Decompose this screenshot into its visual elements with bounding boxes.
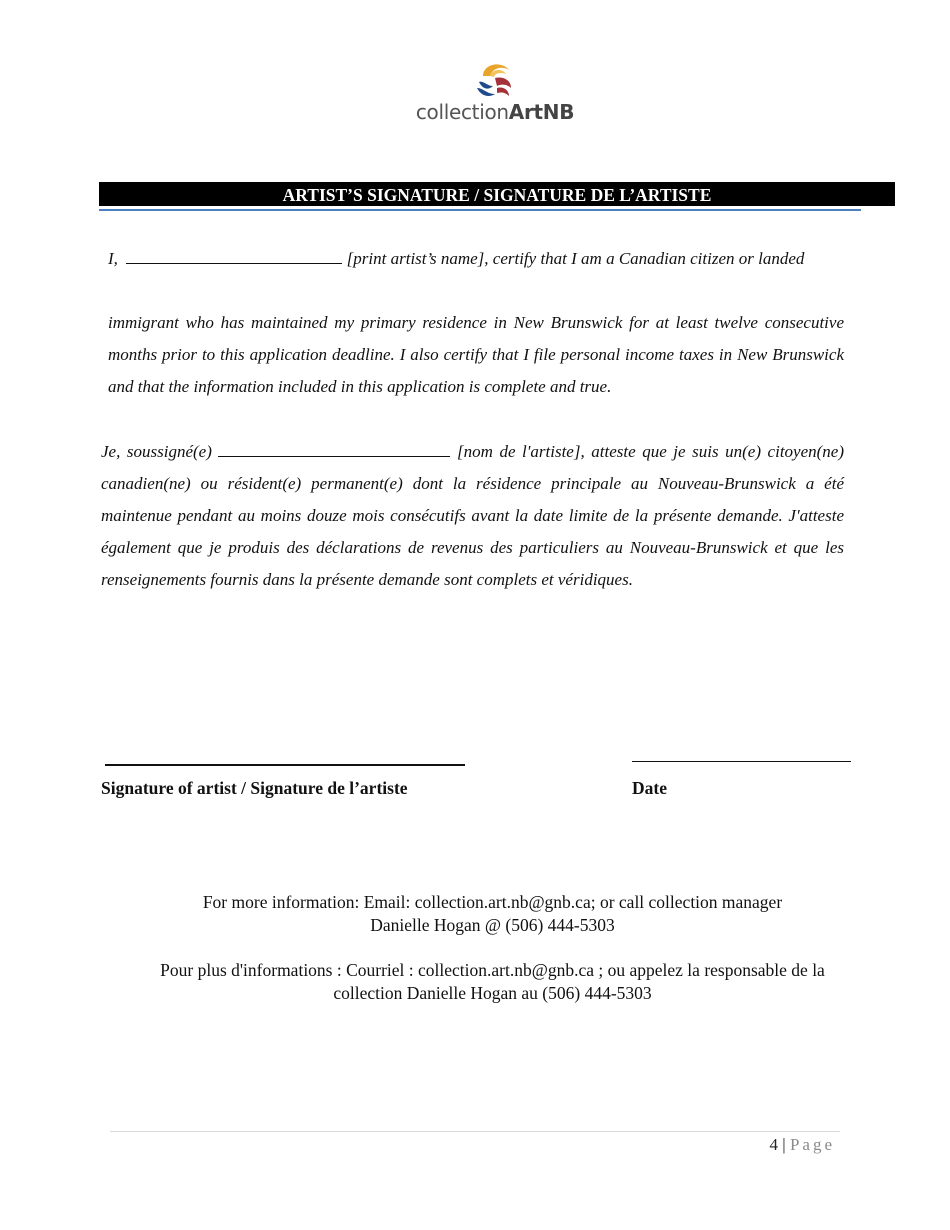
english-first-line [108,243,868,275]
french-certification [101,436,844,596]
collection-artnb-logo-icon [473,58,517,100]
contact-french-line2: collection Danielle Hogan au (506) 444-5303 [333,983,652,1003]
contact-english-line2: Danielle Hogan @ (506) 444-5303 [370,915,615,935]
title-underline [99,209,861,211]
contact-french [100,959,885,1005]
contact-english-line1: For more information: Email: collection.art.nb@gnb.ca; or call collection manager [202,892,783,912]
english-line1-rest: [print artist’s name], certify that I am a Canadian citizen or landed [342,249,805,268]
page-number: 4 [769,1135,779,1154]
section-title: ARTIST’S SIGNATURE / SIGNATURE DE L’ARTISTE [99,182,895,206]
page-word: Page [789,1135,835,1154]
page-separator: | [778,1135,790,1154]
artist-signature-line[interactable] [105,764,465,766]
footer-divider [110,1131,840,1132]
french-lead: Je, soussigné(e) [101,442,219,461]
contact-french-line1: Pour plus d'informations : Courriel : collection.art.nb@gnb.ca ; ou appelez la responsable de la [160,960,825,980]
date-line[interactable] [632,761,851,762]
logo-text-light: collection [415,100,509,124]
page-footer [770,1135,835,1155]
english-lead: I, [108,249,118,268]
contact-english [100,891,885,937]
french-certification-text: [nom de l'artiste], atteste que je suis un(e) citoyen(ne) canadien(ne) ou résident(e) permanent(e) dont la résidence principale au Nouveau-Brunswick a été maintenue pendant au moins douze mois consécutifs avant la date limite de la présente demande. J'atteste également que je produis des déclarations de revenus des particuliers au Nouveau-Brunswick et que les renseignements fournis dans la présente demande sont complets et véridiques. [101,442,844,589]
english-certification-text: immigrant who has maintained my primary residence in New Brunswick for at least twelve consecutive months prior to this application deadline. I also certify that I file personal income taxes in New Brunswick and that the information included in this application is complete and true. [108,313,844,396]
date-label: Date [632,778,667,798]
logo-text-bold: ArtNB [508,100,575,124]
logo [0,58,950,124]
artist-name-blank[interactable] [126,249,342,264]
artist-signature-label: Signature of artist / Signature de l’artiste [101,778,408,798]
logo-wordmark [0,100,950,124]
nom-artiste-blank[interactable] [218,442,450,457]
